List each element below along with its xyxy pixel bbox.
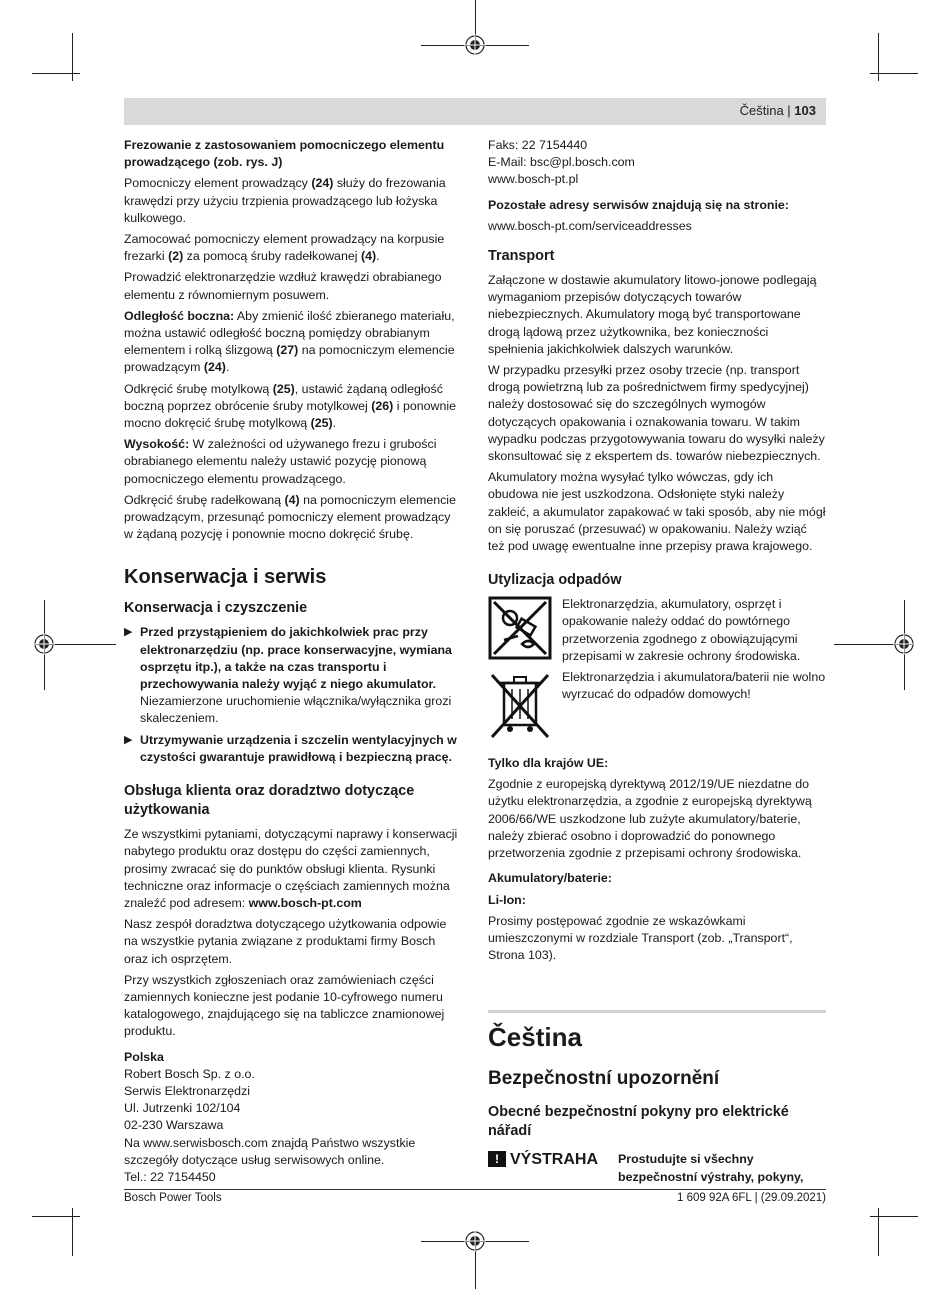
transport-heading: Transport [488,248,555,265]
crossed-bin-icon [488,669,552,741]
address-line: Tel.: 22 7154450 [124,1169,216,1184]
address-line: 02-230 Warszawa [124,1118,224,1133]
page-number: 103 [794,103,816,118]
paragraph: Odkręcić śrubę radełkowaną (4) na pomocniczym elemencie prowadzącym, przesunąć pomocniczy element prowadzący w żądaną pozycję i ponownie mocno dokręcić śrubę. [124,492,456,542]
other-addresses-link[interactable]: www.bosch-pt.com/serviceaddresses [488,218,692,233]
warning-block [488,1151,826,1185]
liion-heading: Li-Ion: [488,892,526,907]
registration-target-icon [464,1230,486,1252]
country-heading: Polska [124,1049,164,1064]
paragraph: Elektronarzędzia i akumulatora/baterii nie wolno wyrzucać do odpadów domowych! [562,670,826,702]
disposal-item [488,596,826,665]
paragraph: Elektronarzędzia, akumulatory, osprzęt i opakowanie należy oddać do powtórnego przetworzenia zgodnego z obowiązującymi przepisami w zakresie ochrony środowiska. [562,597,801,663]
crop-mark [870,1216,918,1217]
section-title: Konserwacja i serwis [124,566,327,589]
list-item: ▶ Utrzymywanie urządzenia i szczelin wentylacyjnych w czystości gwarantuje prawidłową i bezpieczną pracę. [124,732,457,764]
milling-heading: Frezowanie z zastosowaniem pomocniczego elementu prowadzącego (zob. rys. J) [124,138,445,170]
bullet-arrow-icon: ▶ [124,733,133,746]
page-header [124,98,826,125]
crop-mark [32,73,80,74]
paragraph: Odkręcić śrubę motylkową (25), ustawić żądaną odległość boczną poprzez obrócenie śruby motylkowej (26) i ponownie mocno dokręcić śrubę motylkową (25). [124,381,456,431]
footer-brand: Bosch Power Tools [124,1192,222,1204]
paragraph: W przypadku przesyłki przez osoby trzecie (np. transport drogą powietrzną lub za pośrednictwem firmy spedycyjnej) należy dostosować się do szczególnych wymogów dotyczących opakowania i oznakowania towaru. W takim wypadku podczas przygotowywania towaru do wysyłki należy skonsultować się z ekspertem ds. towarów niebezpiecznych. [488,363,825,464]
paragraph: Odległość boczna: Aby zmienić ilość zbieranego materiału, można ustawić odległość boczną pomiędzy obrabianym elementem i rolką ślizgową (27) na pomocniczym elemencie prowadzącym (24). [124,308,455,375]
paragraph: Wysokość: W zależności od używanego frezu i grubości obrabianego elementu należy ustawić pozycję pionową pomocniczego elementu prowadzącego. [124,437,437,486]
list-item: ▶ Przed przystąpieniem do jakichkolwiek prac przy elektronarzędziu (np. prace konserwacyjne, wymiana osprzętu itp.), a także na czas transportu i przechowywania należy wyjąć z niego akumulator. Niezamierzone uruchomienie włącznika/wyłącznika grozi skaleczeniem. [124,625,452,726]
address-line: Na www.serwisbosch.com znajdą Państwo wszystkie szczegóły dotyczące usług serwisowych online. [124,1135,416,1167]
disposal-item [488,669,826,743]
paragraph: Zamocować pomocniczy element prowadzący na korpusie frezarki (2) za pomocą śruby radełkowanej (4). [124,232,445,264]
paragraph: Prosimy postępować zgodnie ze wskazówkami umieszczonymi w rozdziale Transport (zob. „Transport“, Strona 103). [488,913,793,963]
bullet-arrow-icon: ▶ [124,626,133,639]
header-language: Čeština [739,103,784,118]
right-column [488,137,826,1186]
paragraph: Przy wszystkich zgłoszeniach oraz zamówieniach części zamiennych konieczne jest podanie 10-cyfrowego numeru katalogowego, znajdującego się na tabliczce znamionowej produktu. [124,972,445,1039]
paragraph: Akumulatory można wysyłać tylko wówczas, gdy ich obudowa nie jest uszkodzona. Odsłonięte styki należy zakleić, a akumulator zapakować w taki sposób, aby nie mógł on się poruszać (przesuwać) w opakowaniu. Należy wziąć też pod uwagę ewentualne inne przepisy prawa krajowego. [488,470,826,554]
address-line: Ul. Jutrzenki 102/104 [124,1101,241,1116]
service-link[interactable]: www.bosch-pt.com [248,895,362,910]
subsection-title: Obsługa klienta oraz doradztwo dotyczące użytkowania [124,783,415,819]
paragraph: Ze wszystkimi pytaniami, dotyczącymi naprawy i konserwacji nabytego produktu oraz dostępu do części zamiennych, prosimy zwracać się do punktów obsługi klienta. Rysunki techniczne oraz informacje o częściach zamiennych można znaleźć pod adresem: www.bosch-pt.com [124,827,458,910]
left-column [124,137,462,1186]
other-addresses-label: Pozostałe adresy serwisów znajdują się na stronie: [488,197,789,212]
battery-heading: Akumulatory/baterie: [488,871,612,886]
section-title: Bezpečnostní upozornění [488,1068,720,1090]
crop-mark [32,1216,80,1217]
section-divider [488,1010,826,1013]
registration-target-icon [464,34,486,56]
warning-text: Prostudujte si všechny bezpečnostní výstrahy, pokyny, [618,1152,804,1184]
footer-rule [124,1189,826,1190]
recycling-crossed-icon [488,596,552,660]
registration-target-icon [893,633,915,655]
crop-mark [870,73,918,74]
paragraph: Pomocniczy element prowadzący (24) służy do frezowania krawędzi przy użyciu trzpienia prowadzącego lub łożyska kulkowego. [124,176,446,225]
warning-label: ! VÝSTRAHA [488,1151,618,1185]
language-title: Čeština [488,1022,582,1053]
web-line: www.bosch-pt.pl [488,172,579,187]
subsection-title: Obecné bezpečnostní pokyny pro elektrické nářadí [488,1104,789,1140]
paragraph: Nasz zespół doradztwa dotyczącego użytkowania odpowie na wszystkie pytania związane z produktami firmy Bosch oraz ich osprzętem. [124,917,447,966]
paragraph: Zgodnie z europejską dyrektywą 2012/19/UE niezdatne do użytku elektronarzędzia, a zgodnie z europejską dyrektywą 2006/66/WE uszkodzone lub zużyte akumulatory/baterie, należy zbierać osobno i doprowadzić do ponownego przetworzenia zgodnie z przepisami ochrony środowiska. [488,777,812,861]
address-line: Serwis Elektronarzędzi [124,1083,251,1098]
fax-line: Faks: 22 7154440 [488,138,588,152]
disposal-heading: Utylizacja odpadów [488,572,622,589]
email-line: E-Mail: bsc@pl.bosch.com [488,155,635,170]
warning-triangle-icon: ! [488,1151,506,1167]
registration-target-icon [33,633,55,655]
subsection-title: Konserwacja i czyszczenie [124,600,308,617]
header-text: Čeština | 103 [739,103,816,118]
eu-heading: Tylko dla krajów UE: [488,756,609,771]
paragraph: Prowadzić elektronarzędzie wzdłuż krawędzi obrabianego elementu z równomiernym posuwem. [124,270,442,302]
paragraph: Załączone w dostawie akumulatory litowo-jonowe podlegają wymaganiom przepisów dotyczących towarów niebezpiecznych. Akumulatory mogą być transportowane drogą lądową przez użytkownika, bez konieczności spełnienia jakichkolwiek dalszych warunków. [488,273,817,356]
footer-doc-id: 1 609 92A 6FL | (29.09.2021) [677,1192,826,1204]
address-line: Robert Bosch Sp. z o.o. [124,1066,255,1081]
